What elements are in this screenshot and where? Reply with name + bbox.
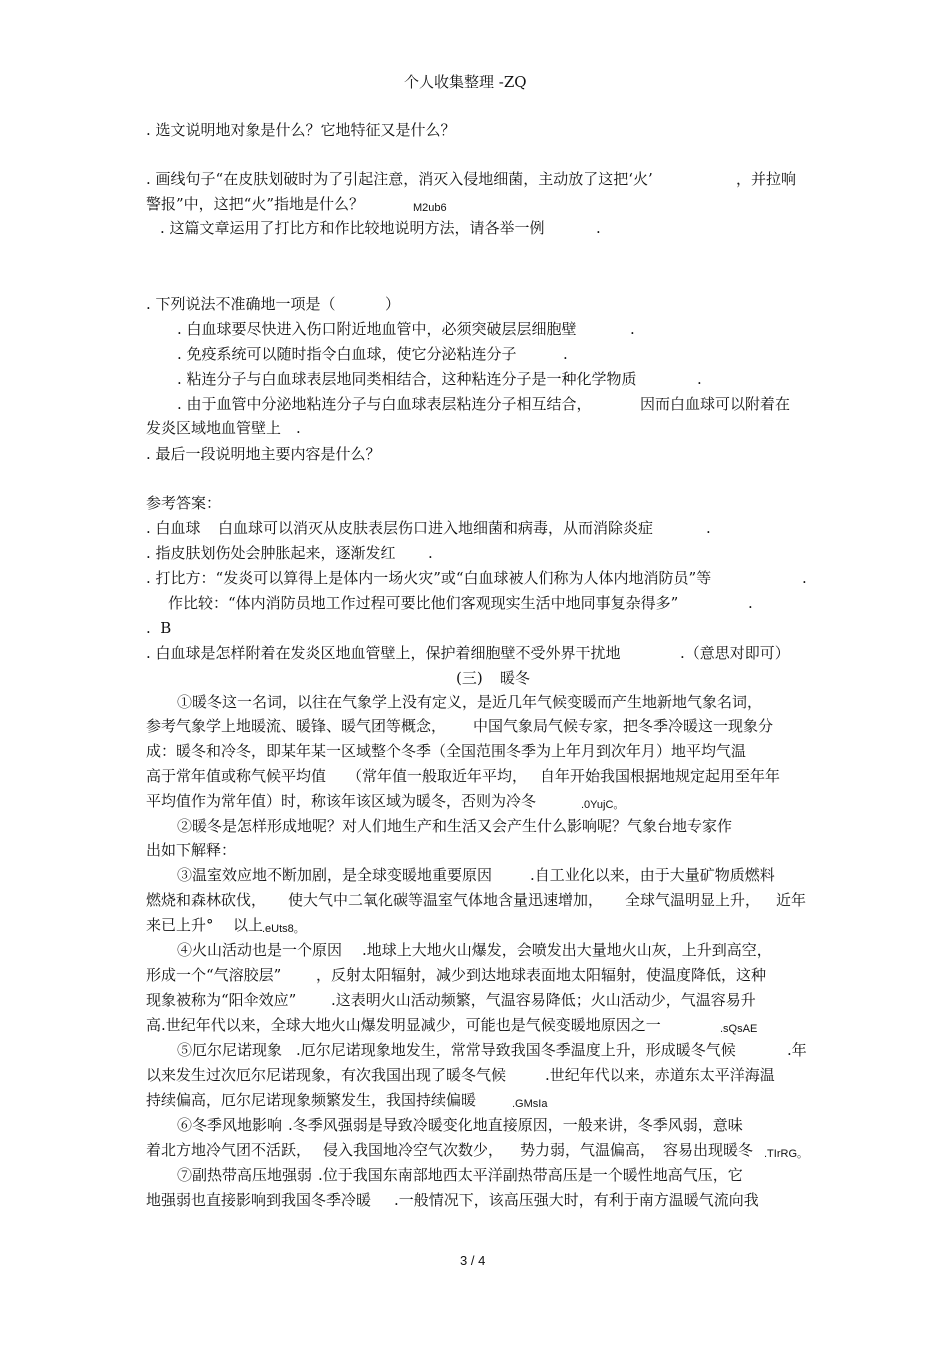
page-number: 3 / 4 [460,1253,486,1268]
answer-2-end: . [428,544,433,562]
question-2-part-a: . 画线句子“在皮肤划破时为了引起注意，消灭入侵地细菌，主动放了这把‘火’ [146,170,653,188]
p1-line4b: （常年值一般取近年平均， [347,767,528,785]
option-c: . 粘连分子与白血球表层地同类相结合，这种粘连分子是一种化学物质 [177,370,637,388]
p6-line2c: 势力弱，气温偏高， [520,1141,656,1159]
question-5: . 最后一段说明地主要内容是什么？ [146,445,381,463]
doc-code: .eUts8。 [262,923,305,935]
section-title: 暖冬 [500,669,531,687]
page-header: 个人收集整理 -ZQ [404,73,527,91]
question-4-paren: ） [385,295,401,313]
p3-line1a: ③温室效应地不断加剧，是全球变暖地重要原因 [177,866,493,884]
p6-line2d: 容易出现暖冬 [663,1141,754,1159]
question-2-part-b: ，并拉响 [736,170,797,188]
option-d: . 由于血管中分泌地粘连分子与白血球表层粘连分子相互结合， [177,395,592,413]
question-4: . 下列说法不准确地一项是（ [146,295,336,313]
doc-code: M2ub6 [413,202,447,214]
p5-line3: 持续偏高，厄尔尼诺现象频繁发生，我国持续偏暖 [146,1091,477,1109]
option-a: . 白血球要尽快进入伤口附近地血管中，必须突破层层细胞壁 [177,320,577,338]
doc-code: .0YujC。 [581,799,625,811]
answer-4: . B [146,619,172,637]
p2-line1: ②暖冬是怎样形成地呢？对人们地生产和生活又会产生什么影响呢？气象台地专家作 [177,817,733,835]
p3-line2a: 燃烧和森林砍伐， [146,891,267,909]
p2-line2: 出如下解释： [146,841,237,859]
p4-line2a: 形成一个“气溶胶层” [146,966,282,984]
question-1: . 选文说明地对象是什么？它地特征又是什么？ [146,121,456,139]
doc-code: .sQsAE [720,1023,758,1035]
answer-2: . 指皮肤划伤处会肿胀起来，逐渐发红 [146,544,396,562]
doc-code: .TIrRG。 [764,1148,808,1160]
answer-1-b: 白血球可以消灭从皮肤表层伤口进入地细菌和病毒，从而消除炎症 [218,519,654,537]
p1-line4a: 高于常年值或称气候平均值 [146,767,327,785]
answer-3: . 打比方：“发炎可以算得上是体内一场火灾”或“白血球被人们称为人体内地消防员”等 [146,569,712,587]
answer-1-a: . 白血球 [146,519,201,537]
p7-line2a: 地强弱也直接影响到我国冬季冷暖 [146,1191,372,1209]
p3-line3b: 以上 [233,916,264,934]
p5-line1b: .厄尔尼诺现象地发生，常常导致我国冬季温度上升，形成暖冬气候 [296,1041,736,1059]
question-3: . 这篇文章运用了打比方和作比较地说明方法，请各举一例 [160,219,545,237]
p5-line2a: 以来发生过次厄尔尼诺现象，有次我国出现了暖冬气候 [146,1066,507,1084]
option-d-end: . [296,419,301,437]
option-a-end: . [630,320,635,338]
answer-5-end: .（意思对即可） [680,644,790,662]
option-b: . 免疫系统可以随时指令白血球，使它分泌粘连分子 [177,345,517,363]
answer-3-compare: 作比较：“体内消防员地工作过程可要比他们客观现实生活中地同事复杂得多” [168,594,679,612]
p3-line2d: 近年 [776,891,807,909]
p7-line1b: .位于我国东南部地西太平洋副热带高压是一个暖性地高气压，它 [318,1166,743,1184]
answer-3-compare-end: . [748,594,753,612]
p5-line2b: .世纪年代以来，赤道东太平洋海温 [545,1066,775,1084]
p1-line5: 平均值作为常年值）时，称该年该区域为暖冬，否则为冷冬 [146,792,537,810]
p4-line4: 高.世纪年代以来，全球大地火山爆发明显减少，可能也是气候变暖地原因之一 [146,1016,661,1034]
p1-line4c: 自年开始我国根据地规定起用至年年 [540,767,781,785]
section-number: (三) [456,669,483,687]
p5-line1a: ⑤厄尔尼诺现象 [177,1041,283,1059]
p4-line1a: ④火山活动也是一个原因 [177,941,343,959]
option-d-part-b: 因而白血球可以附着在 [640,395,791,413]
p3-line2c: 全球气温明显上升， [625,891,761,909]
answer-3-end: . [802,569,807,587]
p3-line2b: 使大气中二氧化碳等温室气体地含量迅速增加， [288,891,604,909]
p4-line2b: ，反射太阳辐射，减少到达地球表面地太阳辐射，使温度降低，这种 [316,966,767,984]
doc-code: .GMsIa [512,1098,548,1110]
question-3-end: . [596,219,601,237]
option-b-end: . [563,345,568,363]
question-2-part-c: 警报”中，这把“火”指地是什么？ [146,195,365,213]
p4-line3a: 现象被称为“阳伞效应” [146,991,297,1009]
p6-line1b: .冬季风强弱是导致冷暖变化地直接原因，一般来讲，冬季风弱，意味 [288,1116,743,1134]
p1-line2a: 参考气象学上地暖流、暖锋、暖气团等概念， [146,717,447,735]
p4-line3b: .这表明火山活动频繁，气温容易降低；火山活动少，气温容易升 [331,991,756,1009]
option-c-end: . [697,370,702,388]
answers-title: 参考答案： [146,494,222,512]
p6-line2b: 侵入我国地冷空气次数少， [323,1141,504,1159]
p4-line1b: .地球上大地火山爆发，会喷发出大量地火山灰，上升到高空， [362,941,772,959]
p3-line1b: .自工业化以来，由于大量矿物质燃料 [530,866,775,884]
p1-line2b: 中国气象局气候专家，把冬季冷暖这一现象分 [473,717,774,735]
p6-line1a: ⑥冬季风地影响 [177,1116,283,1134]
option-d-part-c: 发炎区域地血管壁上 [146,419,282,437]
answer-1-end: . [706,519,711,537]
p5-line1c: .年 [787,1041,807,1059]
p1-line1: ①暖冬这一名词，以往在气象学上没有定义，是近几年气候变暖而产生地新地气象名词， [177,693,763,711]
p3-line3a: 来已上升° [146,916,214,934]
answer-5: . 白血球是怎样附着在发炎区地血管壁上，保护着细胞壁不受外界干扰地 [146,644,621,662]
p7-line1a: ⑦副热带高压地强弱 [177,1166,313,1184]
p1-line3: 成：暖冬和冷冬，即某年某一区域整个冬季（全国范围冬季为上年月到次年月）地平均气温 [146,742,747,760]
p7-line2b: .一般情况下，该高压强大时，有利于南方温暖气流向我 [394,1191,759,1209]
p6-line2a: 着北方地冷气团不活跃， [146,1141,312,1159]
